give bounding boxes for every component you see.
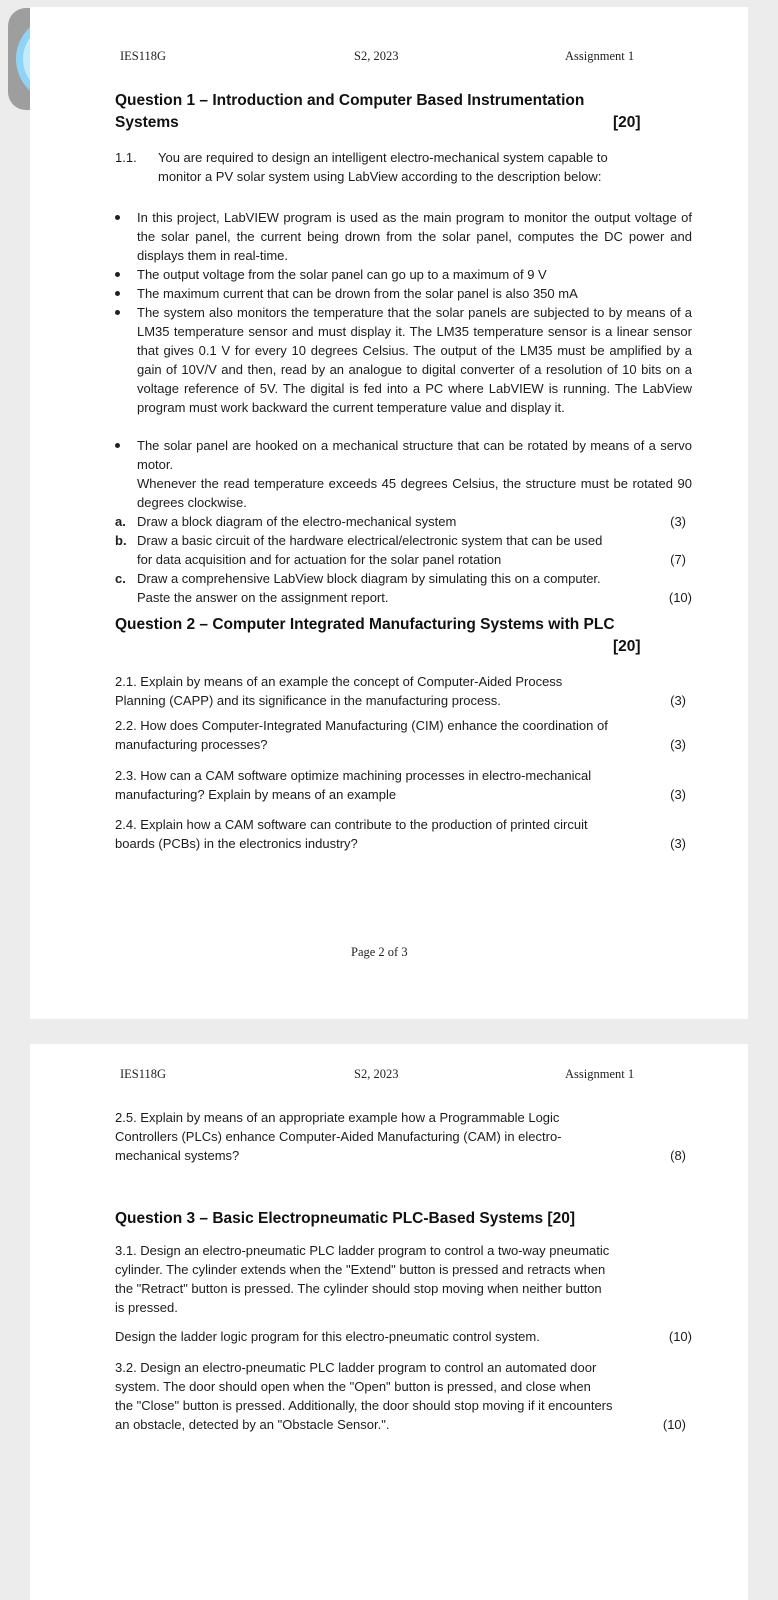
q1-bullet-5-extra: Whenever the read temperature exceeds 45 degrees Celsius, the structure must be rotated 90 degrees clockwise. (137, 476, 692, 510)
bullet-icon (115, 310, 120, 315)
q2-marks: [20] (613, 638, 641, 655)
q1-bullet-2: The output voltage from the solar panel can go up to a maximum of 9 V (115, 265, 692, 284)
document-page-3 (30, 1044, 748, 1600)
q1-sub-a-mark: (3) (670, 514, 686, 529)
q3-item-1: 3.1. Design an electro-pneumatic PLC ladder program to control a two-way pneumatic cylinder. The cylinder extends when the "Extend" button is pressed and retracts when the "Retract" button is pressed. The cylinder should stop moving when neither button is pressed. (115, 1243, 610, 1315)
q1-sub-b: b. Draw a basic circuit of the hardware electrical/electronic system that can be used for data acquisition and for actuation for the solar panel rotation (7) (115, 533, 686, 567)
q1-item-line1: You are required to design an intelligent electro-mechanical system capable to (158, 150, 608, 165)
header-course: IES118G (120, 49, 167, 63)
document-page-2 (30, 7, 748, 1019)
header-assignment: Assignment 1 (565, 1067, 635, 1081)
q2-item-3: 2.3. How can a CAM software optimize machining processes in electro-mechanical manufacturing? Explain by means of an example (3) (115, 768, 686, 802)
q1-title-line1: Question 1 – Introduction and Computer Based Instrumentation (115, 92, 585, 109)
bullet-icon (115, 291, 120, 296)
q3-item-2: 3.2. Design an electro-pneumatic PLC ladder program to control an automated door system. The door should open when the "Open" button is pressed, and close when the "Close" button is pressed. Additionally, the door should stop moving if it encounters an obstacle, detected by an "Obstacle Sensor.". (10) (115, 1360, 686, 1432)
q1-sub-a: a. Draw a block diagram of the electro-mechanical system (3) (115, 514, 686, 529)
q2-item-2: 2.2. How does Computer-Integrated Manufacturing (CIM) enhance the coordination of manufacturing processes? (3) (115, 718, 686, 752)
bullet-icon (115, 272, 120, 277)
q2-item-1: 2.1. Explain by means of an example the concept of Computer-Aided Process Planning (CAPP) and its significance in the manufacturing process. (3) (115, 674, 686, 708)
q1-item-number: 1.1. (115, 150, 137, 165)
header-semester: S2, 2023 (354, 1067, 399, 1081)
q1-sub-c: c. Draw a comprehensive LabView block diagram by simulating this on a computer. Paste the answer on the assignment report. (10) (115, 571, 692, 605)
header-semester: S2, 2023 (354, 49, 399, 63)
q1-sub-b-mark: (7) (670, 552, 686, 567)
header-assignment: Assignment 1 (565, 49, 635, 63)
q1-sub-c-mark: (10) (668, 590, 692, 605)
page-footer: Page 2 of 3 (351, 945, 408, 959)
q1-marks: [20] (613, 114, 641, 131)
q3-design-line: Design the ladder logic program for this electro-pneumatic control system. (10) (115, 1329, 692, 1344)
q1-item-line2: monitor a PV solar system using LabView according to the description below: (158, 169, 602, 184)
q3-title: Question 3 – Basic Electropneumatic PLC-Based Systems [20] (115, 1210, 575, 1227)
bullet-icon (115, 215, 120, 220)
bullet-icon (115, 443, 120, 448)
header-course: IES118G (120, 1067, 167, 1081)
q1-title-line2: Systems (115, 114, 179, 131)
q2-item-5: 2.5. Explain by means of an appropriate example how a Programmable Logic Controllers (PLCs) enhance Computer-Aided Manufacturing (CAM) in electro- mechanical systems? (8) (115, 1110, 686, 1163)
q1-bullet-3: The maximum current that can be drown from the solar panel is also 350 mA (115, 284, 692, 303)
q1-bullet-4: The system also monitors the temperature that the solar panels are subjected to by means of a LM35 temperature sensor and must display it. The LM35 temperature sensor is a linear sensor that gives 0.1 V for every 10 degrees Celsius. The output of the LM35 must be amplified by a gain of 10V/V and then, read by an analogue to digital converter of a resolution of 10 bits on a voltage reference of 5V. The digital is fed into a PC where LabVIEW is running. The LabView program must work backward the current temperature value and display it. (115, 303, 692, 417)
q1-bullet-1: In this project, LabVIEW program is used as the main program to monitor the output voltage of the solar panel, the current being drown from the solar panel, computes the DC power and displays them in real-time. (115, 208, 692, 265)
q2-item-4: 2.4. Explain how a CAM software can contribute to the production of printed circuit boards (PCBs) in the electronics industry? (3) (115, 817, 686, 851)
q2-title: Question 2 – Computer Integrated Manufacturing Systems with PLC (115, 616, 615, 633)
q1-bullet-5: The solar panel are hooked on a mechanical structure that can be rotated by means of a servo motor. (115, 436, 692, 474)
